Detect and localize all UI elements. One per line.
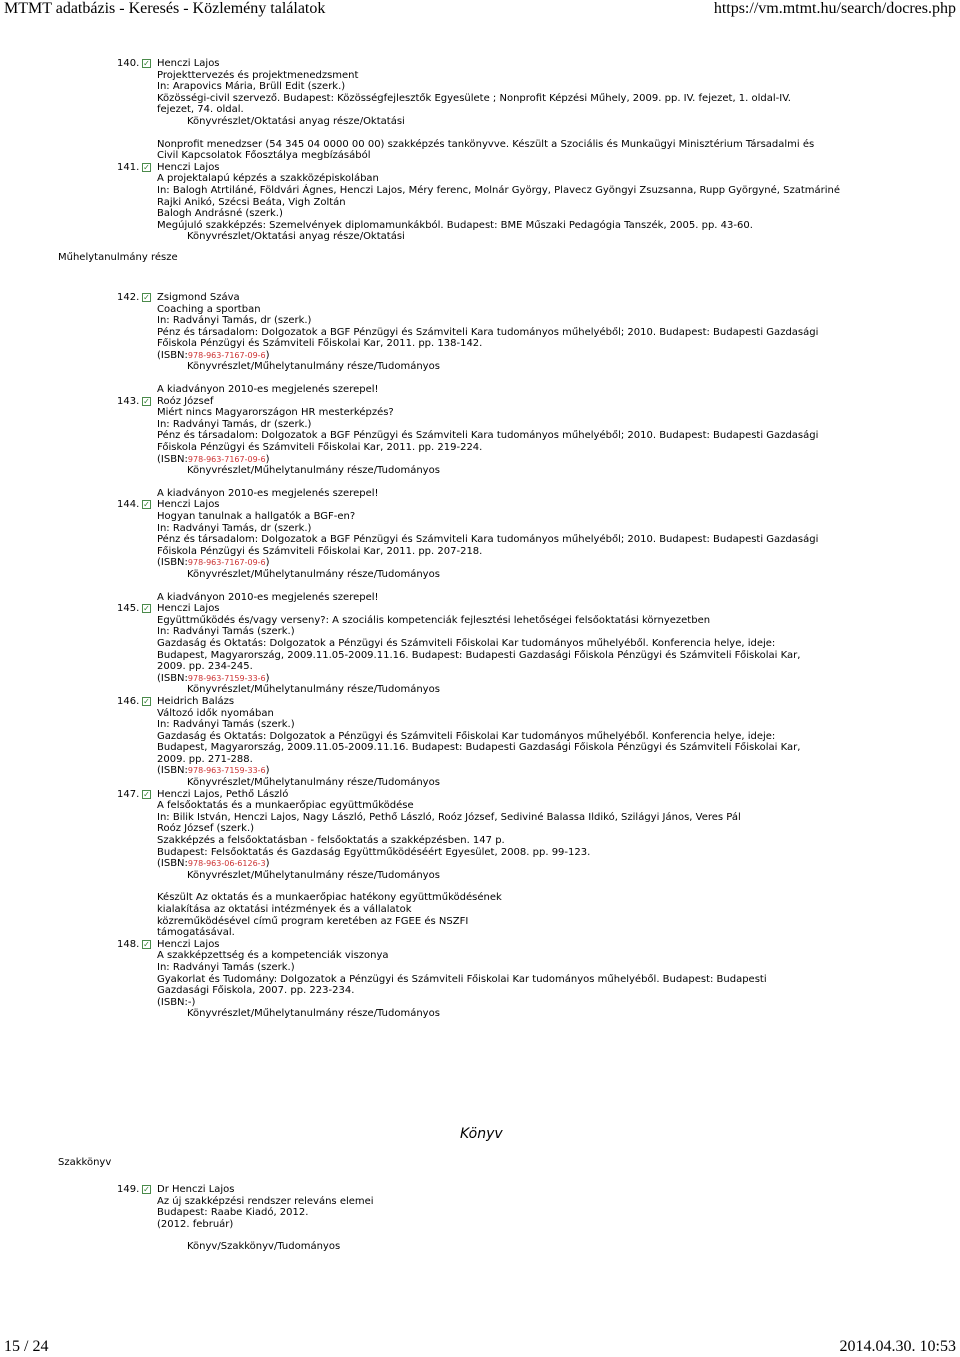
entry-category: Könyvrészlet/Műhelytanulmány része/Tudományos <box>187 869 440 881</box>
result-entry-143 <box>0 396 847 500</box>
entry-publication-cont: Budapest, Magyarország, 2009.11.05-2009.11.16. Budapest: Budapesti Gazdasági Főiskola Pénzügyi és Számviteli Főiskolai Kar, <box>157 649 801 661</box>
isbn-label: (ISBN: <box>157 453 188 465</box>
checkbox-checked-icon[interactable]: ✓ <box>143 939 150 949</box>
entry-author: Heidrich Balázs <box>157 695 235 707</box>
isbn-value: 978-963-06-6126-3 <box>187 859 266 869</box>
entry-publication-cont: Budapest: Felsőoktatás és Gazdaság Együttműködéséért Egyesület, 2008. pp. 99-123. <box>157 846 591 858</box>
checkbox-checked-icon[interactable]: ✓ <box>143 500 150 510</box>
isbn-value: 978-963-7159-33-6 <box>187 673 266 683</box>
isbn-label: (ISBN: <box>157 349 188 361</box>
entry-publication: Gazdaság és Oktatás: Dolgozatok a Pénzügyi és Számviteli Főiskolai Kar tudományos műhelyéből. Konferencia helye, ideje: <box>157 730 776 742</box>
checkbox-checked-icon[interactable]: ✓ <box>143 292 150 302</box>
entry-note-cont: közreműködésével című program keretében az FGEE és NSZFI <box>157 915 469 927</box>
entry-number: 149. <box>117 1184 140 1195</box>
section-label-szakkonyv: Szakkönyv <box>58 1157 112 1168</box>
isbn-value: 978-963-7167-09-6 <box>187 454 266 464</box>
entry-note-cont: kialakítása az oktatási intézmények és a vállalatok <box>157 904 412 915</box>
entry-title: Coaching a sportban <box>157 303 261 315</box>
isbn-close: ) <box>265 557 270 569</box>
entry-isbn: (ISBN:-) <box>157 996 196 1008</box>
entry-publication: Gazdaság és Oktatás: Dolgozatok a Pénzügyi és Számviteli Főiskolai Kar tudományos műhelyéből. Konferencia helye, ideje: <box>157 637 776 649</box>
entry-title: Projekttervezés és projektmenedzsment <box>157 69 359 81</box>
entry-isbn <box>157 858 847 870</box>
print-footer <box>0 1338 960 1357</box>
entry-number: 148. <box>117 938 140 950</box>
entry-isbn <box>157 454 847 466</box>
entry-publication-cont: Főiskola Pénzügyi és Számviteli Főiskolai Kar, 2011. pp. 138-142. <box>157 338 483 350</box>
entry-editors: In: Radványi Tamás (szerk.) <box>157 719 295 731</box>
isbn-close: ) <box>265 765 270 777</box>
entry-publication: Gyakorlat és Tudomány: Dolgozatok a Pénzügyi és Számviteli Főiskolai Kar tudományos műhelyéből. Budapest: Budapesti <box>157 973 767 985</box>
entry-isbn <box>157 350 847 362</box>
entry-publication-cont: Budapest, Magyarország, 2009.11.05-2009.11.16. Budapest: Budapesti Gazdasági Főiskola Pénzügyi és Számviteli Főiskolai Kar, <box>157 742 801 754</box>
checkbox-checked-icon[interactable]: ✓ <box>143 604 150 614</box>
entry-author: Roóz József <box>157 395 214 407</box>
entry-title: Együttműködés és/vagy verseny?: A szociális kompetenciák fejlesztési lehetőségei felsőoktatási környezetben <box>157 614 711 626</box>
checkbox-checked-icon[interactable]: ✓ <box>143 59 150 68</box>
entry-publication-cont: 2009. pp. 234-245. <box>157 661 253 673</box>
entry-number: 147. <box>117 788 140 800</box>
entry-category: Könyvrészlet/Műhelytanulmány része/Tudományos <box>187 361 440 373</box>
entry-author: Henczi Lajos <box>157 58 220 69</box>
checkbox-checked-icon[interactable]: ✓ <box>143 789 150 799</box>
entry-publication-cont: 2009. pp. 271-288. <box>157 753 253 765</box>
entry-editors-cont: Balogh Andrásné (szerk.) <box>157 208 283 220</box>
entry-publication: Budapest: Raabe Kiadó, 2012. <box>157 1207 309 1219</box>
isbn-close: ) <box>265 349 270 361</box>
entry-title: A szakképzettség és a kompetenciák viszonya <box>157 950 389 962</box>
checkbox-checked-icon[interactable]: ✓ <box>143 696 150 706</box>
entry-editors: In: Balogh Atrtiláné, Földvári Ágnes, Henczi Lajos, Méry ferenc, Molnár György, Plavecz Gyöngyi Zsuzsanna, Rupp Györgyné, Szatmáriné <box>157 184 840 196</box>
entry-category: Könyvrészlet/Műhelytanulmány része/Tudományos <box>187 568 440 580</box>
entry-category: Könyvrészlet/Oktatási anyag része/Oktatási <box>187 115 405 127</box>
result-entry-148 <box>0 939 847 1020</box>
entry-note-cont: támogatásával. <box>157 927 235 939</box>
entry-note: A kiadványon 2010-es megjelenés szerepel! <box>157 384 379 396</box>
entry-category: Könyvrészlet/Műhelytanulmány része/Tudományos <box>187 1008 440 1020</box>
section-heading-konyv: Könyv <box>460 1126 503 1142</box>
entry-editors: In: Radványi Tamás (szerk.) <box>157 626 295 638</box>
entry-editors-cont: Roóz József (szerk.) <box>157 823 255 835</box>
entry-author: Henczi Lajos <box>157 161 220 173</box>
entry-author: Henczi Lajos, Pethő László <box>157 788 289 800</box>
entry-title: Miért nincs Magyarországon HR mesterképzés? <box>157 407 394 419</box>
checkbox-checked-icon[interactable]: ✓ <box>143 396 150 406</box>
entry-publication-cont: fejezet, 74. oldal. <box>157 104 244 116</box>
entry-editors: In: Radványi Tamás, dr (szerk.) <box>157 315 312 327</box>
entry-category: Könyvrészlet/Oktatási anyag része/Oktatási <box>187 231 405 243</box>
result-entry-142 <box>0 292 847 396</box>
entry-date: (2012. február) <box>157 1218 234 1230</box>
entry-editors: In: Arapovics Mária, Brüll Edit (szerk.) <box>157 81 346 93</box>
page-title: MTMT adatbázis - Keresés - Közlemény találatok <box>4 0 326 17</box>
entry-title: A projektalapú képzés a szakközépiskolában <box>157 173 379 185</box>
entry-note: Készült Az oktatás és a munkaerőpiac hatékony együttműködésének <box>157 892 502 904</box>
entry-publication: Pénz és társadalom: Dolgozatok a BGF Pénzügyi és Számviteli Kara tudományos műhelyéből; 2010. Budapest: Budapesti Gazdasági <box>157 430 819 442</box>
entry-editors: In: Radványi Tamás, dr (szerk.) <box>157 522 312 534</box>
entry-number: 142. <box>117 291 140 303</box>
isbn-label: (ISBN: <box>157 765 188 777</box>
entry-editors: In: Radványi Tamás (szerk.) <box>157 961 295 973</box>
entry-editors: In: Bilik István, Henczi Lajos, Nagy László, Pethő László, Roóz József, Sediviné Balassa Ildikó, Szilágyi János, Veres Pál <box>157 811 741 823</box>
entry-publication: Megújuló szakképzés: Szemelvények diplomamunkákból. Budapest: BME Műszaki Pedagógia Tanszék, 2005. pp. 43-60. <box>157 219 753 231</box>
isbn-label: (ISBN: <box>157 672 188 684</box>
entry-isbn <box>157 557 847 569</box>
entry-title: A felsőoktatás és a munkaerőpiac együttműködése <box>157 800 414 812</box>
entry-note: A kiadványon 2010-es megjelenés szerepel! <box>157 591 379 603</box>
entry-publication-cont: Gazdasági Főiskola, 2007. pp. 223-234. <box>157 985 355 997</box>
entry-note: Nonprofit menedzser (54 345 04 0000 00 00) szakképzés tankönyvve. Készült a Szociális és Munkaügyi Minisztérium Társadalmi és <box>157 138 815 150</box>
entry-editors: In: Radványi Tamás, dr (szerk.) <box>157 418 312 430</box>
entry-number: 141. <box>117 161 140 173</box>
checkbox-checked-icon[interactable]: ✓ <box>143 1185 150 1194</box>
checkbox-checked-icon[interactable]: ✓ <box>143 162 150 172</box>
entry-isbn <box>157 673 847 685</box>
entry-publication: Közösségi-civil szervező. Budapest: Közösségfejlesztők Egyesülete ; Nonprofit Képzési Műhely, 2009. pp. IV. fejezet, 1. oldal-IV. <box>157 92 791 104</box>
entry-author: Zsigmond Száva <box>157 291 240 303</box>
entry-publication: Szakképzés a felsőoktatásban - felsőoktatás a szakképzésben. 147 p. <box>157 835 505 847</box>
isbn-close: ) <box>265 672 270 684</box>
entry-category: Könyvrészlet/Műhelytanulmány része/Tudományos <box>187 777 440 789</box>
page-number: 15 / 24 <box>4 1338 49 1355</box>
isbn-label: (ISBN: <box>157 858 188 870</box>
result-entry-147 <box>0 789 847 939</box>
entry-author: Dr Henczi Lajos <box>157 1184 235 1195</box>
page-url: https://vm.mtmt.hu/search/docres.php <box>713 0 956 17</box>
entry-number: 143. <box>117 395 140 407</box>
entry-number: 140. <box>117 58 140 69</box>
entry-editors-cont: Rajki Anikó, Szécsi Beáta, Vigh Zoltán <box>157 196 346 208</box>
entry-category: Könyv/Szakkönyv/Tudományos <box>187 1241 341 1253</box>
entry-author: Henczi Lajos <box>157 938 220 950</box>
entry-category: Könyvrészlet/Műhelytanulmány része/Tudományos <box>187 465 440 477</box>
isbn-value: 978-963-7159-33-6 <box>187 766 266 776</box>
entry-publication: Pénz és társadalom: Dolgozatok a BGF Pénzügyi és Számviteli Kara tudományos műhelyéből; 2010. Budapest: Budapesti Gazdasági <box>157 326 819 338</box>
print-datetime: 2014.04.30. 10:53 <box>839 1338 956 1355</box>
entry-publication-cont: Főiskola Pénzügyi és Számviteli Főiskolai Kar, 2011. pp. 207-218. <box>157 545 483 557</box>
entry-isbn <box>157 765 847 777</box>
section-label-muhelytanulmany: Műhelytanulmány része <box>58 251 178 263</box>
result-entry-145 <box>0 603 847 696</box>
result-entry-141 <box>0 162 847 243</box>
result-entry-146 <box>0 696 847 789</box>
entry-title: Az új szakképzési rendszer releváns elemei <box>157 1195 374 1207</box>
results-list <box>0 58 960 1020</box>
entry-number: 145. <box>117 603 140 615</box>
isbn-close: ) <box>265 858 270 870</box>
entry-title: Hogyan tanulnak a hallgatók a BGF-en? <box>157 511 356 522</box>
entry-number: 144. <box>117 499 140 511</box>
result-entry-140 <box>0 58 847 162</box>
entry-author: Henczi Lajos <box>157 499 220 511</box>
isbn-label: (ISBN: <box>157 557 188 569</box>
entry-title: Változó idők nyomában <box>157 707 274 719</box>
entry-number: 146. <box>117 695 140 707</box>
isbn-close: ) <box>265 453 270 465</box>
entry-category: Könyvrészlet/Műhelytanulmány része/Tudományos <box>187 684 440 696</box>
entry-note: A kiadványon 2010-es megjelenés szerepel! <box>157 487 379 499</box>
isbn-value: 978-963-7167-09-6 <box>187 558 266 568</box>
print-header <box>0 0 960 22</box>
result-entry-144 <box>0 499 847 603</box>
result-entry-149 <box>0 1184 847 1253</box>
entry-author: Henczi Lajos <box>157 603 220 615</box>
entry-publication-cont: Főiskola Pénzügyi és Számviteli Főiskolai Kar, 2011. pp. 219-224. <box>157 442 483 454</box>
entry-note-cont: Civil Kapcsolatok Főosztálya megbízásából <box>157 150 371 162</box>
entry-publication: Pénz és társadalom: Dolgozatok a BGF Pénzügyi és Számviteli Kara tudományos műhelyéből; 2010. Budapest: Budapesti Gazdasági <box>157 534 819 546</box>
isbn-value: 978-963-7167-09-6 <box>187 350 266 360</box>
